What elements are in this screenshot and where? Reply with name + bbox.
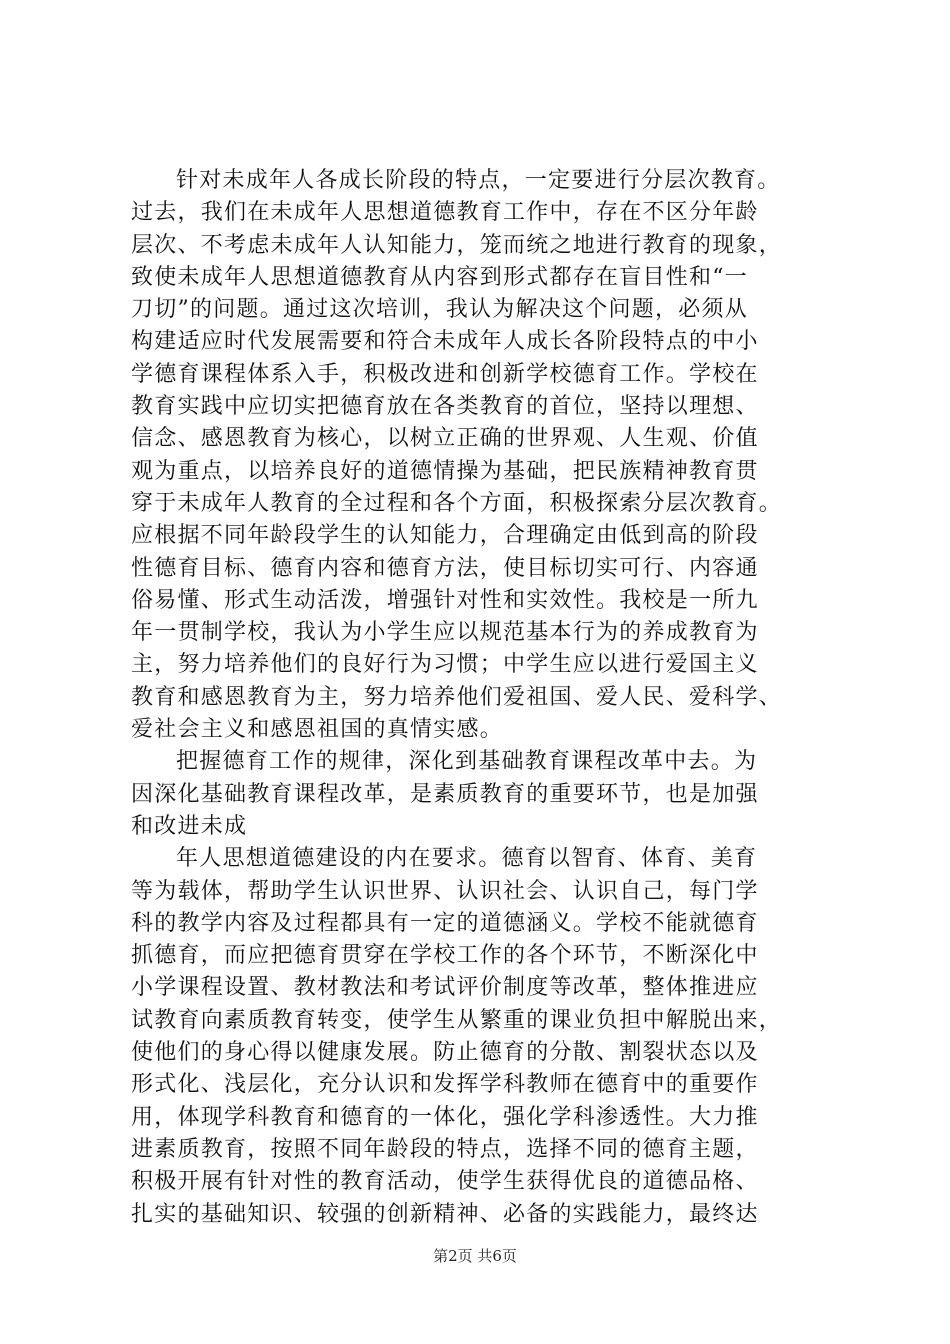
document-body — [131, 165, 831, 1231]
text-line: 层次、不考虑未成年人认知能力，笼而统之地进行教育的现象， — [131, 232, 783, 258]
text-line: 构建适应时代发展需要和符合未成年人成长各阶段特点的中小 — [131, 329, 759, 355]
text-line: 教育实践中应切实把德育放在各类教育的首位，坚持以理想、 — [131, 394, 759, 420]
text-line: 穿于未成年人教育的全过程和各个方面，积极探索分层次教育。 — [131, 490, 783, 516]
text-line: 俗易懂、形式生动活泼，增强针对性和实效性。我校是一所九 — [131, 587, 759, 613]
text-line: 性德育目标、德育内容和德育方法，使目标切实可行、内容通 — [131, 555, 759, 581]
text-line: 形式化、浅层化，充分认识和发挥学科教师在德育中的重要作 — [131, 1072, 759, 1098]
text-line: 应根据不同年龄段学生的认知能力，合理确定由低到高的阶段 — [131, 523, 759, 549]
text-line: 试教育向素质教育转变，使学生从繁重的课业负担中解脱出来， — [131, 1007, 783, 1033]
text-line: 小学课程设置、教材教法和考试评价制度等改革，整体推进应 — [131, 975, 759, 1001]
text-line: 科的教学内容及过程都具有一定的道德涵义。学校不能就德育 — [131, 910, 759, 936]
text-line: 扎实的基础知识、较强的创新精神、必备的实践能力，最终达 — [131, 1201, 759, 1227]
text-line: 学德育课程体系入手，积极改进和创新学校德育工作。学校在 — [131, 361, 759, 387]
text-line: 教育和感恩教育为主，努力培养他们爱祖国、爱人民、爱科学、 — [131, 684, 783, 710]
text-line: 致使未成年人思想道德教育从内容到形式都存在盲目性和“一 — [131, 264, 748, 290]
text-line: 积极开展有针对性的教育活动，使学生获得优良的道德品格、 — [131, 1169, 759, 1195]
text-line: 主，努力培养他们的良好行为习惯；中学生应以进行爱国主义 — [131, 652, 759, 678]
text-line: 信念、感恩教育为核心，以树立正确的世界观、人生观、价值 — [131, 426, 759, 452]
text-line: 使他们的身心得以健康发展。防止德育的分散、割裂状态以及 — [131, 1040, 759, 1066]
text-line: 把握德育工作的规律，深化到基础教育课程改革中去。为 — [176, 749, 758, 775]
text-line: 因深化基础教育课程改革，是素质教育的重要环节，也是加强 — [131, 781, 759, 807]
text-line: 年人思想道德建设的内在要求。德育以智育、体育、美育 — [176, 846, 758, 872]
text-line: 年一贯制学校，我认为小学生应以规范基本行为的养成教育为 — [131, 620, 759, 646]
text-line: 过去，我们在未成年人思想道德教育工作中，存在不区分年龄 — [131, 200, 759, 226]
text-line: 用，体现学科教育和德育的一体化，强化学科渗透性。大力推 — [131, 1104, 759, 1130]
page-number-footer: 第2页 共6页 — [433, 1247, 517, 1265]
text-line: 刀切”的问题。通过这次培训，我认为解决这个问题，必须从 — [131, 297, 748, 323]
text-line: 针对未成年人各成长阶段的特点，一定要进行分层次教育。 — [176, 168, 781, 193]
text-line: 抓德育，而应把德育贯穿在学校工作的各个环节，不断深化中 — [131, 943, 759, 969]
text-line: 观为重点，以培养良好的道德情操为基础，把民族精神教育贯 — [131, 458, 759, 484]
text-line: 和改进未成 — [131, 813, 248, 839]
text-line: 等为载体，帮助学生认识世界、认识社会、认识自己，每门学 — [131, 878, 759, 904]
text-line: 进素质教育，按照不同年龄段的特点，选择不同的德育主题， — [131, 1136, 759, 1162]
text-line: 爱社会主义和感恩祖国的真情实感。 — [131, 717, 504, 743]
